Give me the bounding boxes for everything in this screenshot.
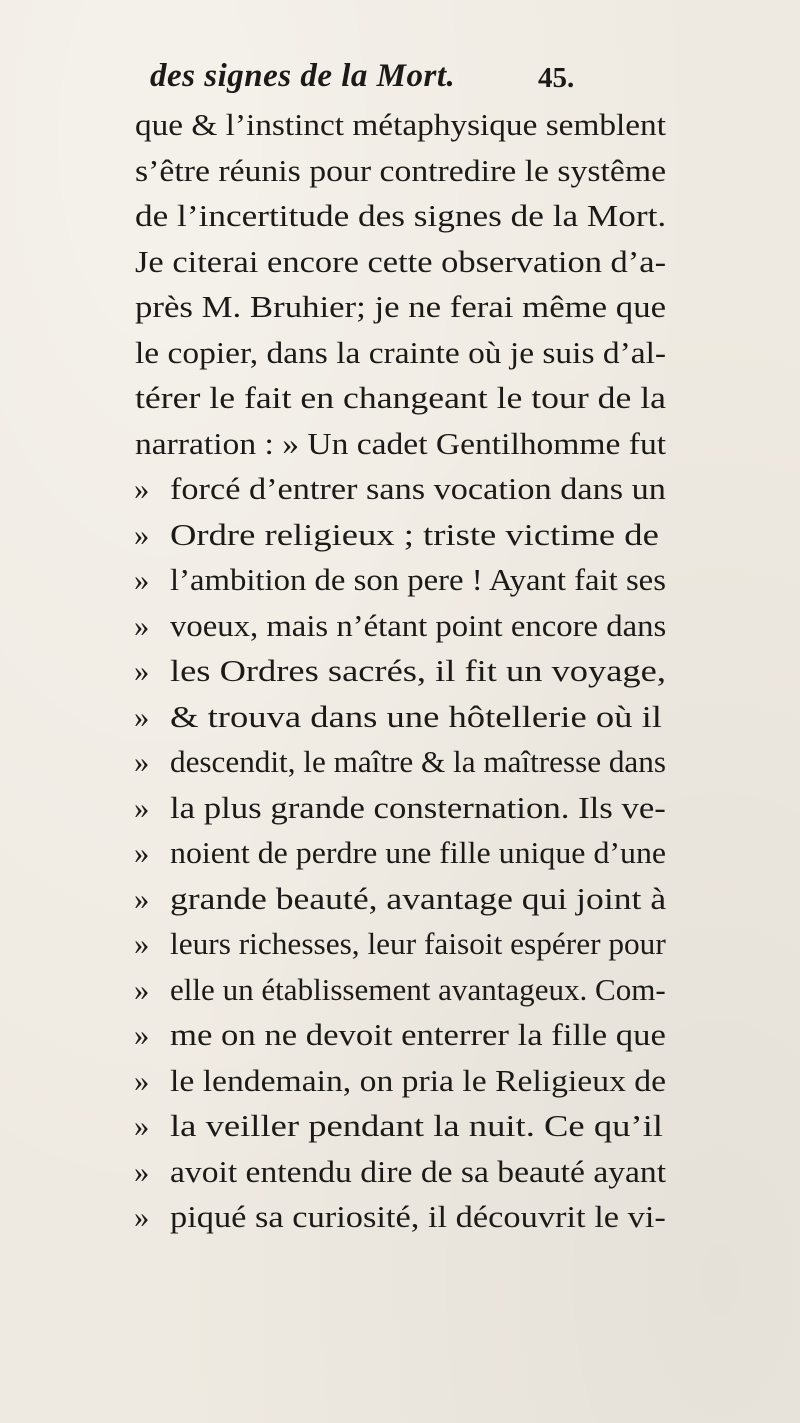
quote-marker: » [134,745,150,779]
line-text: près M. Bruhier; je ne ferai même que [135,290,667,324]
quote-marker: » [134,1063,150,1098]
quoted-line [0,1059,800,1105]
quoted-line [0,968,800,1014]
text-line [0,422,800,468]
page-number: 45. [538,62,575,94]
quoted-line [0,1013,800,1059]
quoted-line [0,467,800,513]
quoted-line [0,695,800,741]
quoted-line [0,831,800,877]
line-text: noient de perdre une fille unique d’une [170,836,667,870]
line-text: avoit entendu dire de sa beauté ayant [170,1154,667,1189]
line-text: l’ambition de son pere ! Ayant fait ses [170,563,666,597]
quote-marker: » [134,1018,150,1052]
quote-marker: » [134,972,150,1007]
line-text: voeux, mais n’étant point encore dans [170,608,667,643]
quote-marker: » [134,836,150,870]
quoted-line [0,877,800,923]
quote-marker: » [134,881,150,916]
line-text: Je citerai encore cette observation d’a- [135,244,667,279]
quoted-line [0,1195,800,1241]
line-text: le copier, dans la crainte où je suis d’al- [135,335,667,370]
quote-marker: » [134,927,150,961]
quote-marker: » [134,1109,150,1143]
line-text: de l’incertitude des signes de la Mort. [135,199,667,233]
line-text: Ordre religieux ; triste victime de [170,517,659,552]
quote-marker: » [134,1200,150,1234]
text-line [0,285,800,331]
quote-marker: » [134,654,150,688]
line-text: térer le fait en changeant le tour de la [135,381,667,415]
line-text: descendit, le maître & la maîtresse dans [170,745,666,779]
text-line [0,149,800,195]
quote-marker: » [134,1154,150,1189]
line-text: forcé d’entrer sans vocation dans un [170,472,666,506]
text-line [0,376,800,422]
line-text: la veiller pendant la nuit. Ce qu’il [170,1109,663,1143]
text-line [0,103,800,149]
text-line [0,331,800,377]
body-text [0,103,800,1241]
quoted-line [0,922,800,968]
quote-marker: » [134,608,150,643]
quoted-line [0,740,800,786]
quote-marker: » [134,472,150,506]
quote-marker: » [134,790,150,825]
line-text: & trouva dans une hôtellerie où il [170,699,662,734]
line-text: piqué sa curiosité, il découvrit le vi- [170,1200,666,1234]
quoted-line [0,649,800,695]
line-text: que & l’instinct métaphysique semblent [135,108,666,142]
quoted-line [0,558,800,604]
quote-marker: » [134,563,150,597]
text-line [0,240,800,286]
quoted-line [0,1150,800,1196]
line-text: elle un établissement avantageux. Com- [170,972,666,1007]
quoted-line [0,513,800,559]
quoted-line [0,1104,800,1150]
line-text: me on ne devoit enterrer la fille que [170,1018,666,1052]
line-text: le lendemain, on pria le Religieux de [170,1063,667,1098]
text-line [0,194,800,240]
line-text: la plus grande consternation. Ils ve- [170,790,666,825]
line-text: narration : » Un cadet Gentilhomme fut [135,426,667,461]
quoted-line [0,604,800,650]
running-title: des signes de la Mort. [150,58,456,94]
quote-marker: » [134,699,150,734]
running-head [0,58,800,98]
line-text: s’être réunis pour contredire le systême [135,153,667,188]
quoted-line [0,786,800,832]
line-text: grande beauté, avantage qui joint à [170,881,667,916]
quote-marker: » [134,517,150,552]
line-text: leurs richesses, leur faisoit espérer pour [170,927,666,961]
line-text: les Ordres sacrés, il fit un voyage, [170,654,666,688]
